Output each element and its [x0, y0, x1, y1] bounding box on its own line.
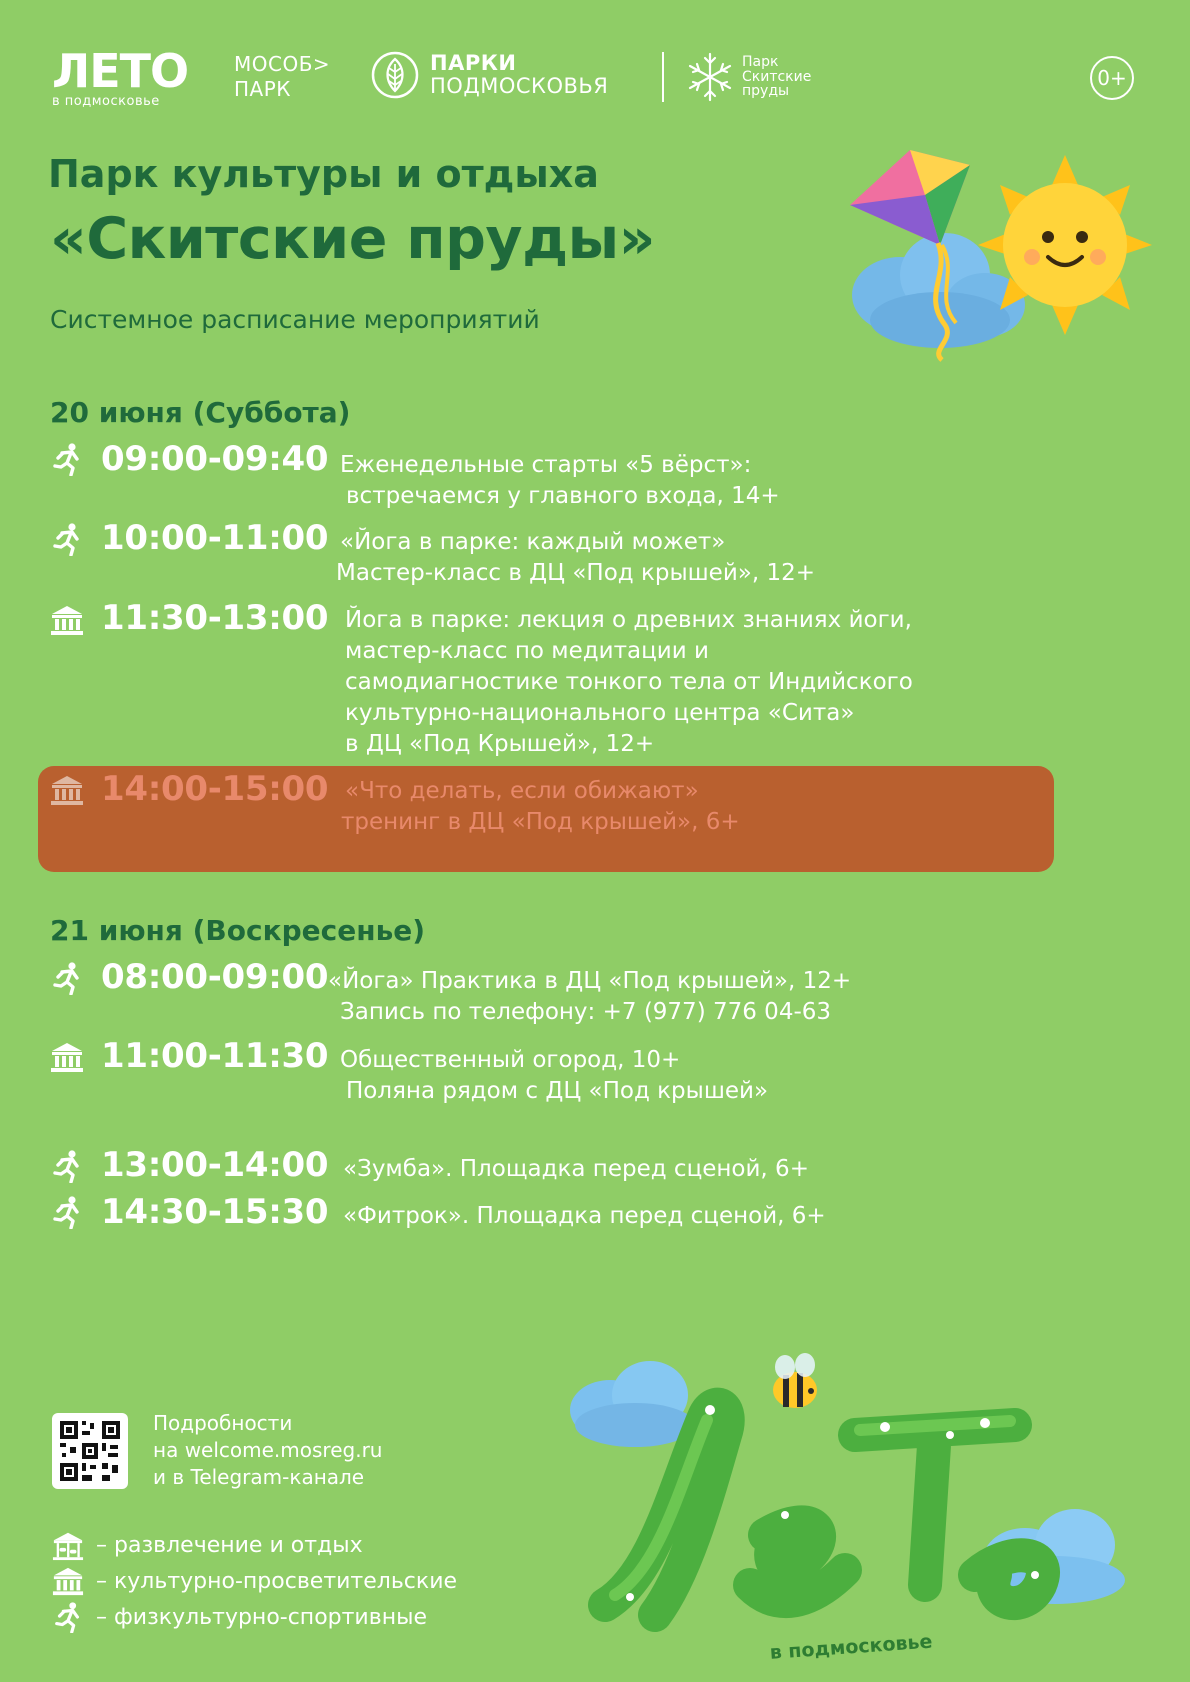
event-description-line: культурно-национального центра «Сита» — [345, 700, 855, 726]
skit-logo-line1: Парк — [742, 53, 779, 70]
leto-big-logo — [555, 1335, 1155, 1670]
event-description — [336, 527, 816, 589]
age-rating-badge: 0+ — [1090, 56, 1134, 100]
leto-logo-subtext: в подмосковье — [52, 94, 160, 109]
event-description-line: «Зумба». Площадка перед сценой, 6+ — [343, 1156, 809, 1182]
details-line: на welcome.mosreg.ru — [153, 1438, 383, 1462]
event-description — [345, 605, 913, 760]
event-row — [50, 961, 84, 999]
event-row — [50, 442, 84, 480]
event-row — [50, 603, 84, 641]
event-time: 14:00-15:00 — [101, 769, 329, 809]
parki-podmoskovya-logo — [370, 50, 608, 100]
snowflake-icon — [686, 50, 734, 104]
event-description — [343, 1154, 809, 1185]
event-description-line: в ДЦ «Под Крышей», 12+ — [345, 731, 655, 757]
museum-icon — [50, 603, 84, 637]
skit-logo-line3: пруды — [742, 83, 790, 100]
event-row — [50, 1195, 84, 1233]
legend — [52, 1527, 457, 1635]
legend-item — [52, 1563, 457, 1599]
kite-sun-cloud-illustration — [830, 145, 1160, 365]
mosobpark-logo-line1: МОСОБ> — [234, 52, 331, 76]
parki-logo-line2: ПОДМОСКОВЬЯ — [430, 74, 609, 98]
event-description-line: Общественный огород, 10+ — [340, 1047, 681, 1073]
skitskie-prudy-logo — [686, 50, 811, 104]
skit-logo-line2: Скитские — [742, 68, 812, 85]
cloud-icon — [570, 1361, 695, 1447]
museum-icon — [50, 1040, 84, 1074]
event-description-line: «Фитрок». Площадка перед сценой, 6+ — [343, 1203, 826, 1229]
details-line: Подробности — [153, 1411, 293, 1435]
running-icon — [50, 442, 84, 476]
running-icon — [50, 961, 84, 995]
leaf-icon — [370, 50, 420, 100]
event-description-line: Запись по телефону: +7 (977) 776 04-63 — [340, 999, 832, 1025]
event-row — [50, 1149, 84, 1187]
header-divider — [662, 52, 664, 102]
running-icon — [50, 1195, 84, 1229]
day-heading-2: 21 июня (Воскресенье) — [50, 914, 426, 947]
event-description-line: встречаемся у главного входа, 14+ — [346, 483, 780, 509]
leto-logo-text: ЛЕТО — [52, 44, 189, 98]
event-description-line: «Что делать, если обижают» — [345, 778, 699, 804]
leto-big-logo-subtext: в подмосковье — [769, 1630, 934, 1664]
event-description-line: Поляна рядом с ДЦ «Под крышей» — [346, 1078, 769, 1104]
museum-icon — [50, 773, 84, 807]
title-line2: «Скитские пруды» — [50, 206, 655, 272]
leto-logo — [52, 44, 189, 109]
mosobpark-logo-line2: ПАРК — [234, 77, 291, 101]
legend-item — [52, 1599, 457, 1635]
event-description — [340, 1045, 768, 1107]
event-row — [50, 522, 84, 560]
subtitle: Системное расписание мероприятий — [50, 305, 540, 334]
day-heading-1: 20 июня (Суббота) — [50, 396, 351, 429]
event-description — [343, 1201, 826, 1232]
event-description-line: мастер-класс по медитации и — [345, 638, 709, 664]
details-line: и в Telegram-канале — [153, 1465, 365, 1489]
legend-label: – физкультурно-спортивные — [96, 1604, 427, 1630]
event-time: 14:30-15:30 — [101, 1192, 329, 1232]
event-description — [328, 966, 851, 1028]
event-description-line: тренинг в ДЦ «Под крышей», 6+ — [341, 809, 740, 835]
event-row — [50, 773, 84, 811]
event-description-line: Мастер-класс в ДЦ «Под крышей», 12+ — [336, 560, 816, 586]
event-description-line: самодиагностике тонкого тела от Индийского — [345, 669, 913, 695]
event-row — [50, 1040, 84, 1078]
event-description-line: Йога в парке: лекция о древних знаниях йоги, — [345, 607, 912, 633]
event-description-line: «Йога в парке: каждый может» — [340, 529, 726, 555]
event-time: 09:00-09:40 — [101, 439, 329, 479]
parki-logo-line1: ПАРКИ — [430, 50, 517, 75]
bee-icon — [773, 1353, 817, 1408]
running-icon — [50, 1149, 84, 1183]
qr-code[interactable] — [52, 1413, 128, 1489]
event-time: 13:00-14:00 — [101, 1145, 329, 1185]
event-time: 10:00-11:00 — [101, 518, 329, 558]
running-icon — [52, 1601, 84, 1633]
museum-icon — [52, 1565, 84, 1597]
mosobpark-logo — [234, 52, 330, 102]
legend-label: – культурно-просветительские — [96, 1568, 458, 1594]
details-text — [153, 1410, 382, 1491]
legend-item — [52, 1527, 457, 1563]
qr-code-icon — [52, 1413, 128, 1489]
event-time: 11:30-13:00 — [101, 598, 329, 638]
legend-label: – развлечение и отдых — [96, 1532, 363, 1558]
event-description — [340, 450, 780, 512]
event-description-line: «Йога» Практика в ДЦ «Под крышей», 12+ — [328, 968, 852, 994]
event-time: 08:00-09:00 — [101, 957, 329, 997]
event-description — [341, 776, 740, 838]
carousel-icon — [52, 1529, 84, 1561]
event-description-line: Еженедельные старты «5 вёрст»: — [340, 452, 752, 478]
event-time: 11:00-11:30 — [101, 1036, 329, 1076]
title-line1: Парк культуры и отдыха — [48, 152, 599, 196]
running-icon — [50, 522, 84, 556]
